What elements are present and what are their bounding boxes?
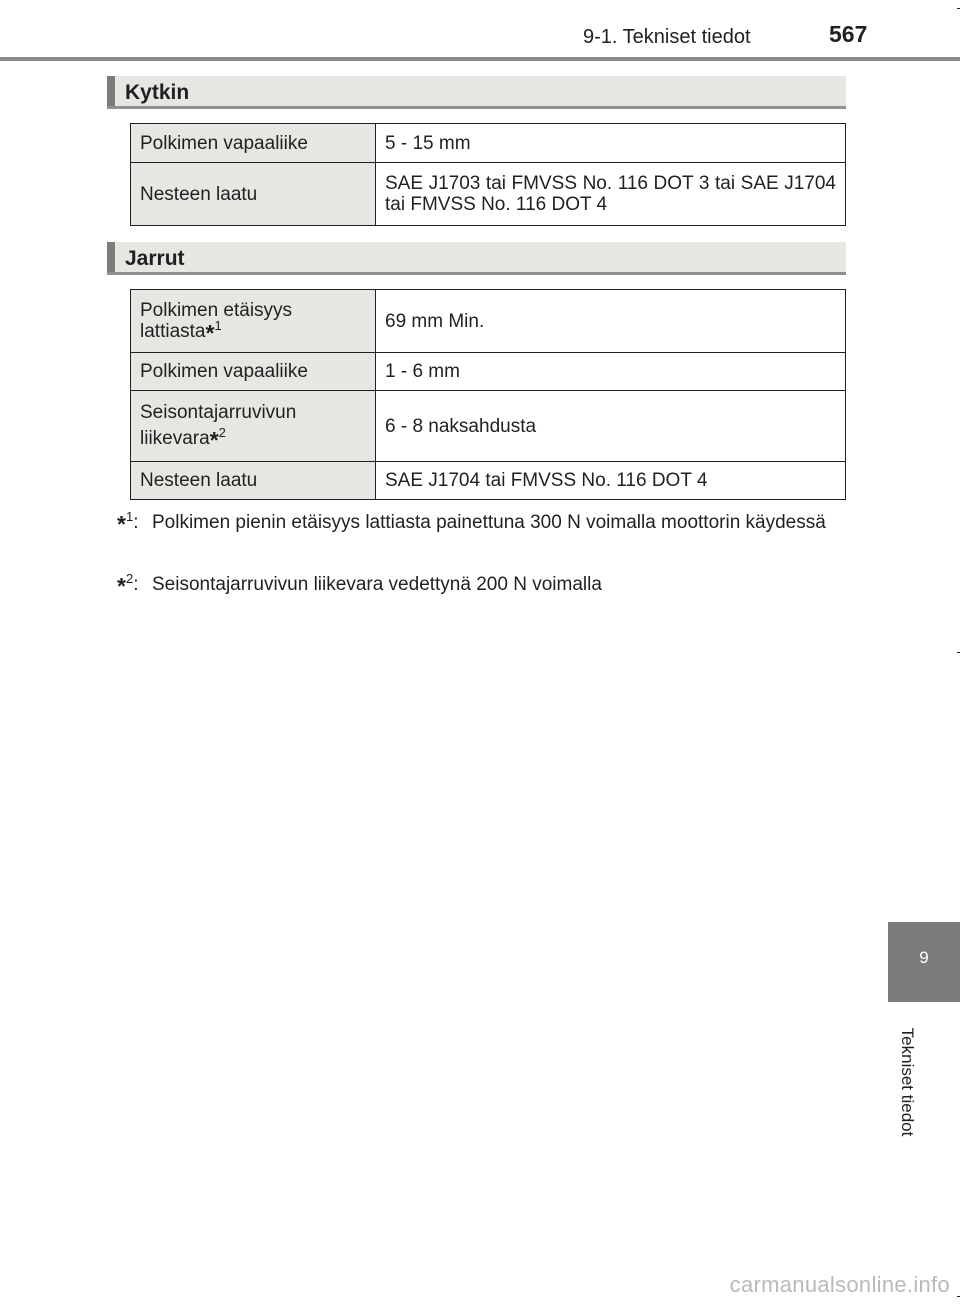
section-heading: 9-1. Tekniset tiedot <box>583 26 751 48</box>
table-row <box>131 353 846 391</box>
chapter-label: Tekniset tiedot <box>898 1027 917 1137</box>
chapter-tab <box>888 922 960 1002</box>
watermark: carmanualsonline.info <box>729 1272 950 1297</box>
spec-label-line: lattiasta <box>140 321 206 342</box>
footnote-2 <box>117 572 839 598</box>
footnote-number: 2 <box>125 571 134 586</box>
table-row <box>131 391 846 462</box>
spec-label <box>131 290 376 353</box>
footnote-separator: : <box>133 512 139 533</box>
chapter-number: 9 <box>919 948 929 967</box>
footnote-star: * <box>117 511 126 537</box>
spec-label <box>131 391 376 462</box>
spec-value: 1 - 6 mm <box>376 353 846 391</box>
footnote-marker <box>117 572 138 598</box>
footnote-marker <box>117 510 138 536</box>
brakes-spec-table <box>130 289 846 500</box>
footnote-number: 1 <box>125 509 134 524</box>
footnote-1 <box>117 510 839 536</box>
footnote-star: * <box>209 427 219 453</box>
spec-value: 6 - 8 naksahdusta <box>376 391 846 462</box>
clutch-spec-table <box>130 123 846 226</box>
table-row <box>131 462 846 500</box>
spec-label-line: liikevara <box>140 428 210 449</box>
section-title: Jarrut <box>125 247 185 270</box>
table-row <box>131 290 846 353</box>
spec-value: 69 mm Min. <box>376 290 846 353</box>
footnote-separator: : <box>133 574 139 595</box>
section-accent <box>107 242 115 272</box>
footnote-star: * <box>205 320 215 346</box>
spec-label-line: Seisontajarruvivun <box>140 402 297 423</box>
page-number: 567 <box>829 21 868 47</box>
table-row <box>131 124 846 163</box>
table-row <box>131 163 846 226</box>
section-title-bar-brakes <box>107 242 846 275</box>
footnote-star: * <box>117 573 126 599</box>
header-divider <box>0 57 960 61</box>
spec-label: Polkimen vapaaliike <box>131 353 376 391</box>
spec-label: Nesteen laatu <box>131 462 376 500</box>
spec-label: Polkimen vapaaliike <box>131 124 376 163</box>
section-title: Kytkin <box>125 81 190 104</box>
footnote-text: Polkimen pienin etäisyys lattiasta painettuna 300 N voimalla moottorin käydessä <box>152 512 826 533</box>
footnote-ref: 2 <box>218 425 226 440</box>
spec-label-line: Polkimen etäisyys <box>140 300 293 321</box>
spec-value: SAE J1704 tai FMVSS No. 116 DOT 4 <box>376 462 846 500</box>
footnote-ref: 1 <box>214 318 222 333</box>
spec-label: Nesteen laatu <box>131 163 376 226</box>
spec-value: 5 - 15 mm <box>376 124 846 163</box>
spec-value: SAE J1703 tai FMVSS No. 116 DOT 3 tai SAE J1704 tai FMVSS No. 116 DOT 4 <box>376 163 846 226</box>
section-title-bar-clutch <box>107 76 846 109</box>
section-accent <box>107 76 115 106</box>
footnote-text: Seisontajarruvivun liikevara vedettynä 200 N voimalla <box>152 574 602 595</box>
